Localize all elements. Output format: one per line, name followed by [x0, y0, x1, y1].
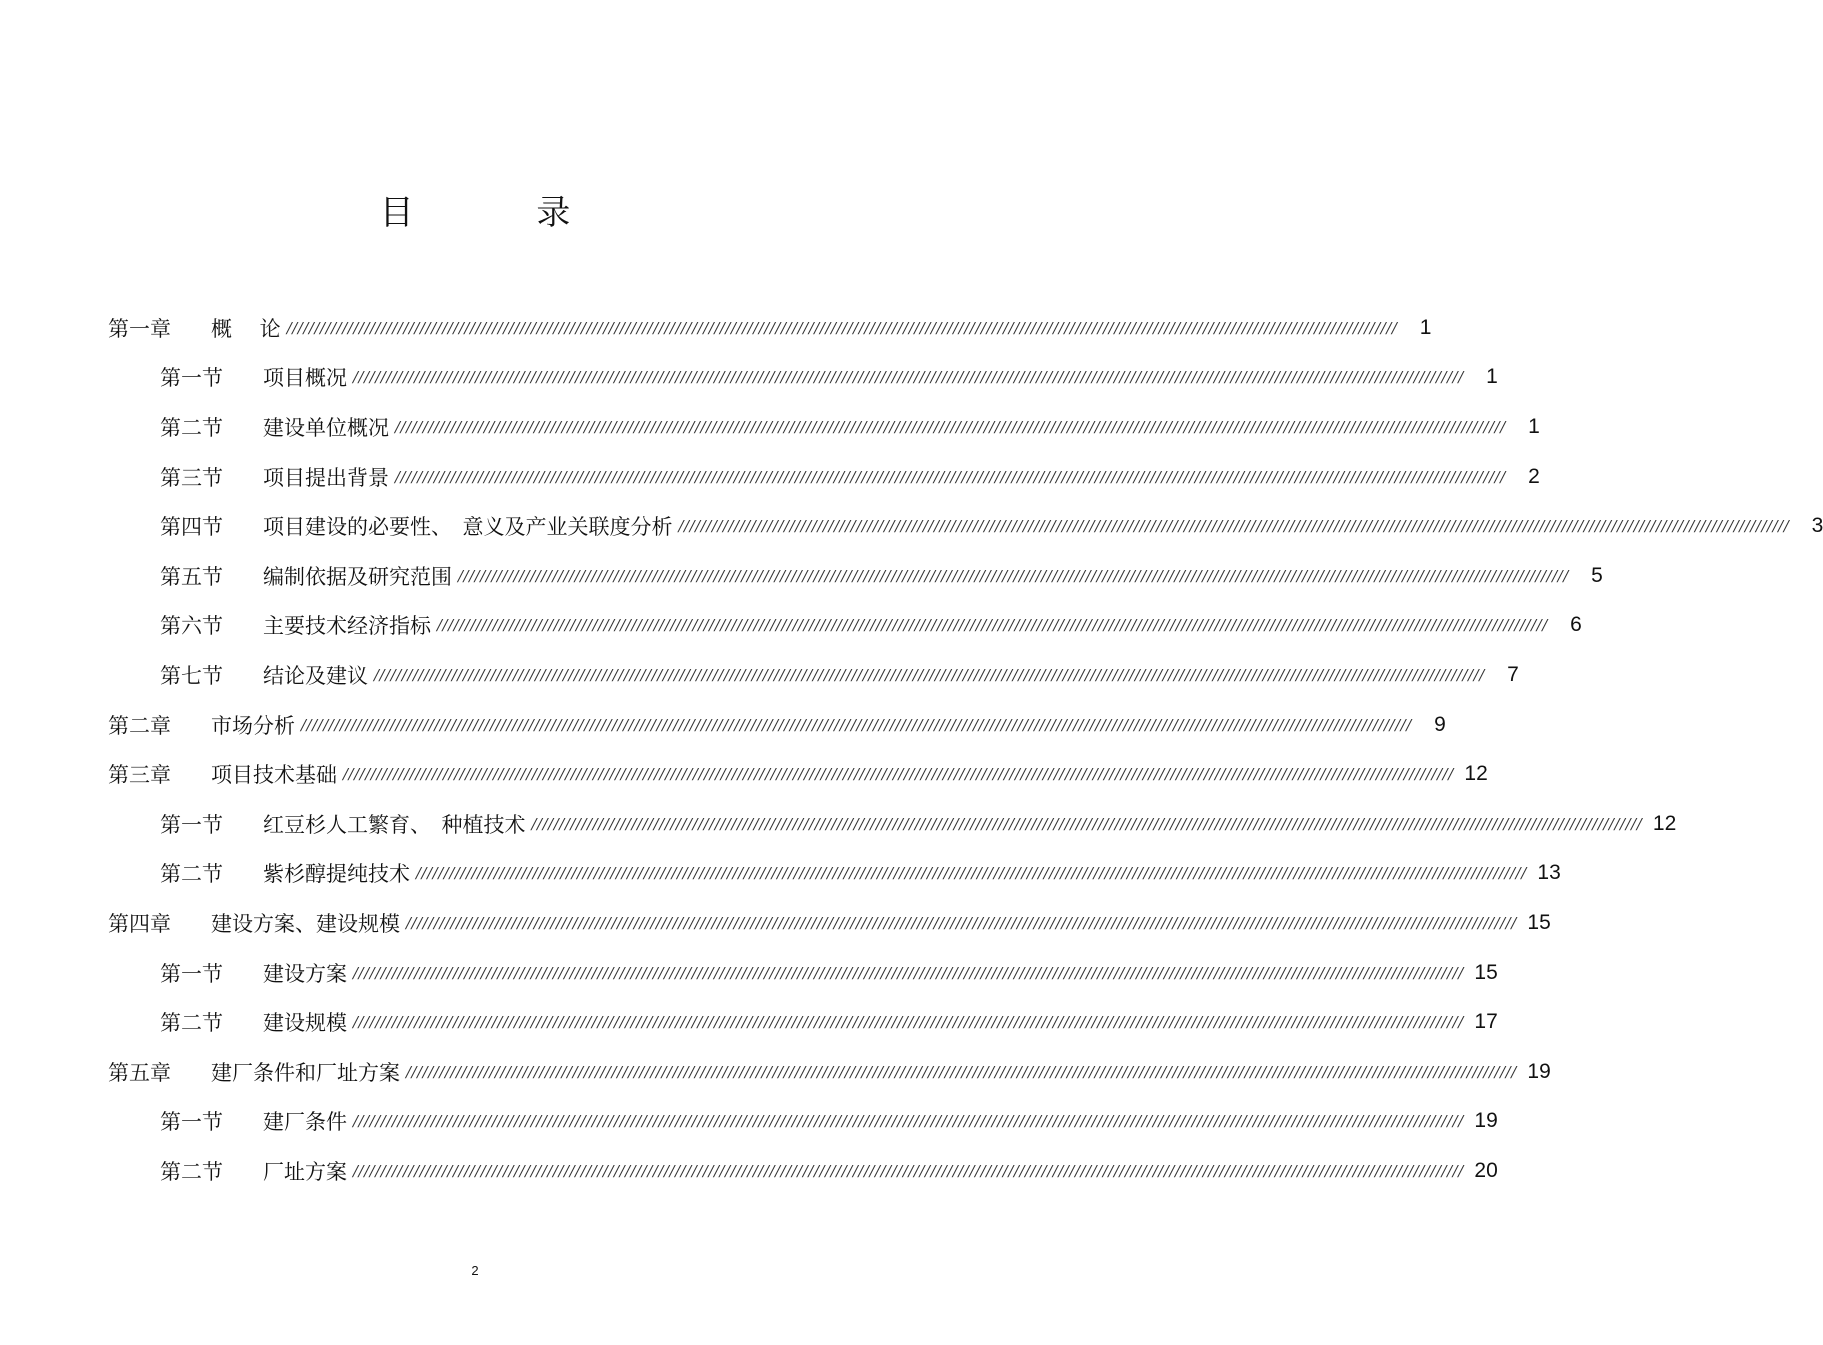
toc-entry-title: 项目技术基础	[211, 763, 337, 788]
toc-entry-number: 第三节	[160, 465, 223, 490]
toc-entry-title: 建厂条件	[263, 1110, 347, 1135]
toc-entry-number: 第二节	[160, 1011, 223, 1036]
toc-entry-page: 12	[1464, 762, 1488, 786]
toc-entry-title: 项目提出背景	[263, 465, 389, 490]
toc-entry-title: 红豆杉人工繁育、 种植技术	[263, 812, 526, 837]
toc-entry[interactable]	[0, 551, 1603, 601]
toc-entry[interactable]	[0, 997, 1498, 1047]
toc-entry-number: 第一节	[160, 961, 223, 986]
dot-leader: ////////////////////////////////////////////////////////////////////////////////////////////////////////////////////////////////////////////////////////////////////////////////////////////////////////	[458, 566, 1569, 585]
toc-entry-title: 建设单位概况	[263, 415, 389, 440]
toc-entry-title: 编制依据及研究范围	[263, 564, 452, 589]
toc-entry-title: 主要技术经济指标	[263, 614, 431, 639]
toc-entry-page: 9	[1434, 712, 1446, 736]
toc-entry-number: 第五章	[108, 1060, 171, 1085]
toc-entry-title: 建厂条件和厂址方案	[211, 1060, 400, 1085]
table-of-contents	[0, 303, 1823, 1196]
dot-leader: ////////////////////////////////////////////////////////////////////////////////////////////////////////////////////////////////////////////////////////////////////////////////////////////////////////	[301, 715, 1412, 734]
toc-entry[interactable]	[0, 353, 1498, 403]
toc-entry-number: 第一节	[160, 366, 223, 391]
toc-entry-page: 19	[1474, 1109, 1498, 1133]
toc-entry[interactable]	[0, 1047, 1551, 1097]
toc-entry[interactable]	[0, 303, 1432, 353]
dot-leader: ////////////////////////////////////////////////////////////////////////////////////////////////////////////////////////////////////////////////////////////////////////////////////////////////////////	[437, 616, 1548, 635]
toc-entry-page: 15	[1527, 910, 1551, 934]
toc-entry[interactable]	[0, 749, 1488, 799]
toc-entry-title: 项目建设的必要性、 意义及产业关联度分析	[263, 515, 673, 540]
toc-entry-number: 第一章	[108, 316, 171, 341]
toc-entry[interactable]	[0, 650, 1519, 700]
toc-entry-title: 结论及建议	[263, 663, 368, 688]
toc-entry-page: 3	[1811, 514, 1823, 538]
dot-leader: ////////////////////////////////////////////////////////////////////////////////////////////////////////////////////////////////////////////////////////////////////////////////////////////////////////	[406, 1062, 1517, 1081]
toc-entry[interactable]	[0, 948, 1498, 998]
toc-entry-page: 1	[1528, 414, 1540, 438]
dot-leader: ////////////////////////////////////////////////////////////////////////////////////////////////////////////////////////////////////////////////////////////////////////////////////////////////////////	[395, 467, 1506, 486]
dot-leader: ////////////////////////////////////////////////////////////////////////////////////////////////////////////////////////////////////////////////////////////////////////////////////////////////////////	[416, 864, 1527, 883]
toc-entry-number: 第四节	[160, 515, 223, 540]
toc-entry-number: 第四章	[108, 911, 171, 936]
toc-entry-page: 6	[1570, 613, 1582, 637]
toc-entry-title: 建设方案	[263, 961, 347, 986]
dot-leader: ////////////////////////////////////////////////////////////////////////////////////////////////////////////////////////////////////////////////////////////////////////////////////////////////////////	[406, 913, 1517, 932]
dot-leader: ////////////////////////////////////////////////////////////////////////////////////////////////////////////////////////////////////////////////////////////////////////////////////////////////////////	[678, 517, 1790, 536]
dot-leader: ////////////////////////////////////////////////////////////////////////////////////////////////////////////////////////////////////////////////////////////////////////////////////////////////////////	[353, 963, 1464, 982]
toc-entry[interactable]	[0, 452, 1540, 502]
toc-entry-title: 市场分析	[211, 713, 295, 738]
toc-entry-title: 概 论	[211, 316, 281, 341]
toc-entry-page: 15	[1474, 960, 1498, 984]
page-number: 2	[471, 1263, 479, 1278]
toc-entry-page: 13	[1537, 861, 1561, 885]
toc-entry-title: 建设规模	[263, 1011, 347, 1036]
toc-entry-number: 第五节	[160, 564, 223, 589]
dot-leader: ////////////////////////////////////////////////////////////////////////////////////////////////////////////////////////////////////////////////////////////////////////////////////////////////////////	[353, 1161, 1464, 1180]
dot-leader: ////////////////////////////////////////////////////////////////////////////////////////////////////////////////////////////////////////////////////////////////////////////////////////////////////////	[353, 1112, 1464, 1131]
toc-entry[interactable]	[0, 601, 1582, 651]
toc-entry-title: 厂址方案	[263, 1159, 347, 1184]
page-title: 目 录	[379, 193, 627, 233]
toc-entry-page: 12	[1652, 811, 1677, 835]
toc-entry[interactable]	[0, 849, 1561, 899]
toc-entry-page: 1	[1486, 365, 1498, 389]
toc-entry[interactable]	[0, 501, 1823, 551]
toc-entry-number: 第六节	[160, 614, 223, 639]
toc-entry-number: 第一节	[160, 1110, 223, 1135]
toc-entry-number: 第三章	[108, 763, 171, 788]
toc-entry[interactable]	[0, 799, 1677, 849]
dot-leader: ////////////////////////////////////////////////////////////////////////////////////////////////////////////////////////////////////////////////////////////////////////////////////////////////////////	[343, 765, 1454, 784]
toc-entry-title: 紫杉醇提纯技术	[263, 862, 410, 887]
dot-leader: ////////////////////////////////////////////////////////////////////////////////////////////////////////////////////////////////////////////////////////////////////////////////////////////////////////	[531, 814, 1643, 833]
dot-leader: ////////////////////////////////////////////////////////////////////////////////////////////////////////////////////////////////////////////////////////////////////////////////////////////////////////	[374, 665, 1485, 684]
toc-entry[interactable]	[0, 898, 1551, 948]
toc-entry[interactable]	[0, 1097, 1498, 1147]
toc-entry-page: 5	[1591, 563, 1603, 587]
toc-entry-number: 第一节	[160, 812, 223, 837]
toc-entry-title: 建设方案、建设规模	[211, 911, 400, 936]
toc-entry-title: 项目概况	[263, 366, 347, 391]
toc-entry[interactable]	[0, 1146, 1498, 1196]
toc-entry-page: 20	[1474, 1158, 1498, 1182]
dot-leader: ////////////////////////////////////////////////////////////////////////////////////////////////////////////////////////////////////////////////////////////////////////////////////////////////////////	[286, 318, 1398, 337]
dot-leader: ////////////////////////////////////////////////////////////////////////////////////////////////////////////////////////////////////////////////////////////////////////////////////////////////////////	[395, 417, 1506, 436]
toc-entry-page: 7	[1507, 662, 1519, 686]
toc-entry-page: 2	[1528, 464, 1540, 488]
toc-entry[interactable]	[0, 402, 1540, 452]
toc-entry-page: 1	[1419, 315, 1432, 339]
toc-entry-page: 17	[1474, 1010, 1498, 1034]
toc-entry[interactable]	[0, 700, 1446, 750]
toc-entry-number: 第二节	[160, 1159, 223, 1184]
toc-entry-number: 第二节	[160, 862, 223, 887]
toc-entry-page: 19	[1527, 1059, 1551, 1083]
toc-entry-number: 第七节	[160, 663, 223, 688]
dot-leader: ////////////////////////////////////////////////////////////////////////////////////////////////////////////////////////////////////////////////////////////////////////////////////////////////////////	[353, 1013, 1464, 1032]
dot-leader: ////////////////////////////////////////////////////////////////////////////////////////////////////////////////////////////////////////////////////////////////////////////////////////////////////////	[353, 368, 1464, 387]
toc-entry-number: 第二章	[108, 713, 171, 738]
toc-entry-number: 第二节	[160, 415, 223, 440]
